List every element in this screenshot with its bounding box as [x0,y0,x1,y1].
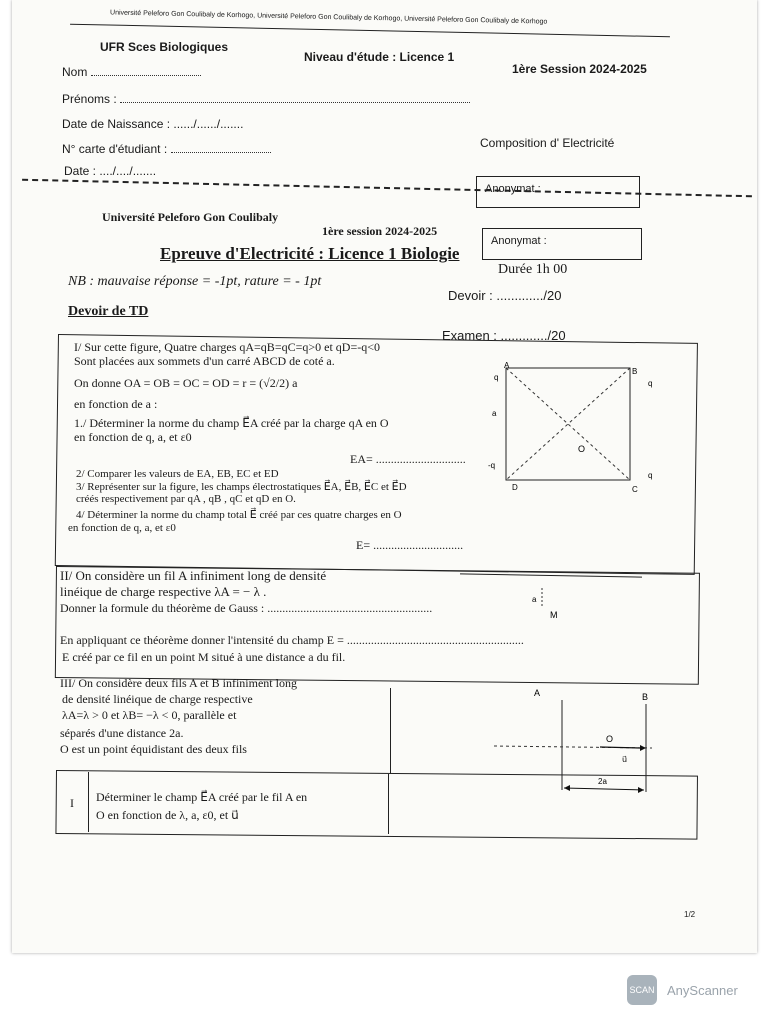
vertex-d: D [512,483,518,492]
anonymat-label-1: Anonymat : [485,183,541,195]
s2-line-2: linéique de charge respective λA = − λ . [60,584,267,599]
scan-badge: SCAN [629,985,655,995]
vertex-b: B [632,367,638,376]
question-line-1: Déterminer le champ E⃗A créé par le fil A en [96,790,308,804]
vertex-c: C [632,485,638,494]
carte-label: N° carte d'étudiant : [62,142,168,156]
scanner-watermark: AnyScanner [667,983,738,998]
wire-a-label: A [534,688,541,698]
charge-qb: q [648,379,653,388]
s1-ea-answer[interactable]: EA= .............................. [350,452,466,466]
anonymat-box-2[interactable] [482,228,642,260]
question-number: I [70,796,74,810]
prenoms-field[interactable] [62,92,470,106]
date-naissance-field[interactable]: Date de Naissance : ....../....../....... [62,117,244,131]
prenoms-label: Prénoms : [62,92,117,106]
question-line-2: O en fonction de λ, a, ε0, et u⃗ [96,808,239,822]
side-a: a [492,409,497,418]
wire-a-figure [524,584,584,624]
nom-field[interactable] [62,65,201,79]
vertex-a: A [504,361,510,370]
header-rule [70,24,670,38]
carte-input-line[interactable] [171,152,271,153]
point-o-label: O [606,734,614,744]
s3-line-2: de densité linéique de charge respective [62,692,253,706]
s3-divider [390,688,391,774]
s2-line-4[interactable]: En appliquant ce théorème donner l'intensité du champ E = ........................................................... [60,633,524,647]
s1-line-10: 4/ Déterminer la norme du champ total E⃗ créé par ces quatre charges en O [76,509,402,521]
s1-line-3: On donne OA = OB = OC = OD = r = (√2/2) a [74,376,298,390]
s1-line-2: Sont placées aux sommets d'un carré ABCD de coté a. [74,354,335,368]
table-col-1 [88,772,89,832]
examen-score[interactable]: Examen : ............./20 [442,328,566,343]
scan-logo-icon [627,975,657,1005]
s1-line-7: 2/ Comparer les valeurs de EA, EB, EC et ED [76,468,279,480]
nom-input-line[interactable] [91,75,201,76]
ufr-label: UFR Sces Biologiques [100,40,229,54]
exam-duration: Durée 1h 00 [498,262,568,277]
session-label: 1ère Session 2024-2025 [512,62,647,76]
exam-title: Epreuve d'Electricité : Licence 1 Biologie [160,244,460,263]
s1-e-answer[interactable]: E= .............................. [356,538,464,552]
prenoms-input-line[interactable] [120,102,470,103]
s1-line-11: en fonction de q, a, et ε0 [68,522,176,534]
page-number: 1/2 [684,910,696,919]
devoir-td-label: Devoir de TD [68,304,149,319]
unit-vector [600,747,640,748]
s3-line-3: λA=λ > 0 et λB= −λ < 0, parallèle et [62,708,237,722]
s1-line-1: I/ Sur cette figure, Quatre charges qA=qB=qC=q>0 et qD=-q<0 [74,340,380,354]
wire-b-label: B [642,692,649,702]
s2-line-3[interactable]: Donner la formule du théorème de Gauss : ....................................................... [60,601,433,615]
sub-university: Université Peleforo Gon Coulibaly [102,210,279,224]
s2-line-5: E créé par ce fil en un point M situé à une distance a du fil. [62,650,346,664]
unit-vector-head [640,745,646,751]
university-banner: Université Peleforo Gon Coulibaly de Korhogo, Université Peleforo Gon Coulibaly de Korhogo, Université Peleforo Gon Coulibaly de Korhogo [109,9,548,26]
square-figure [482,358,662,498]
cut-line [22,179,752,198]
s1-line-9: créés respectivement par qA , qB , qC et qD en O. [76,493,296,505]
exam-sheet [12,0,757,953]
s3-line-5: O est un point équidistant des deux fils [60,742,247,756]
distance-2a: 2a [598,777,607,786]
s2-line-1: II/ On considère un fil A infiniment long de densité [60,568,327,583]
charge-qd: -q [488,461,496,470]
nb-note: NB : mauvaise réponse = -1pt, rature = - 1pt [68,274,322,289]
anonymat-label-2: Anonymat : [491,235,547,247]
date-field[interactable]: Date : ..../..../....... [64,164,157,178]
s1-line-4: en fonction de a : [74,397,158,411]
s3-line-4: séparés d'une distance 2a. [60,726,184,740]
carte-field[interactable] [62,142,271,156]
point-m: M [550,610,558,620]
s3-line-1: III/ On considère deux fils A et B infiniment long [60,676,297,690]
s1-line-5: 1./ Déterminer la norme du champ E⃗A créé par la charge qA en O [74,416,389,430]
center-o: O [578,444,586,454]
s1-line-6: en fonction de q, a, et ε0 [74,430,192,444]
niveau-label: Niveau d'étude : Licence 1 [304,50,455,64]
composition-label: Composition d' Electricité [480,136,615,150]
unit-vector-label: u⃗ [622,755,628,764]
distance-a: a [532,595,537,604]
devoir-score[interactable]: Devoir : ............./20 [448,288,562,303]
s1-line-8: 3/ Représenter sur la figure, les champs électrostatiques E⃗A, E⃗B, E⃗C et E⃗D [76,481,407,493]
charge-qc: q [648,471,653,480]
nom-label: Nom [62,65,88,79]
charge-qa: q [494,373,499,382]
sub-session: 1ère session 2024-2025 [322,224,438,238]
table-col-2 [388,774,389,834]
